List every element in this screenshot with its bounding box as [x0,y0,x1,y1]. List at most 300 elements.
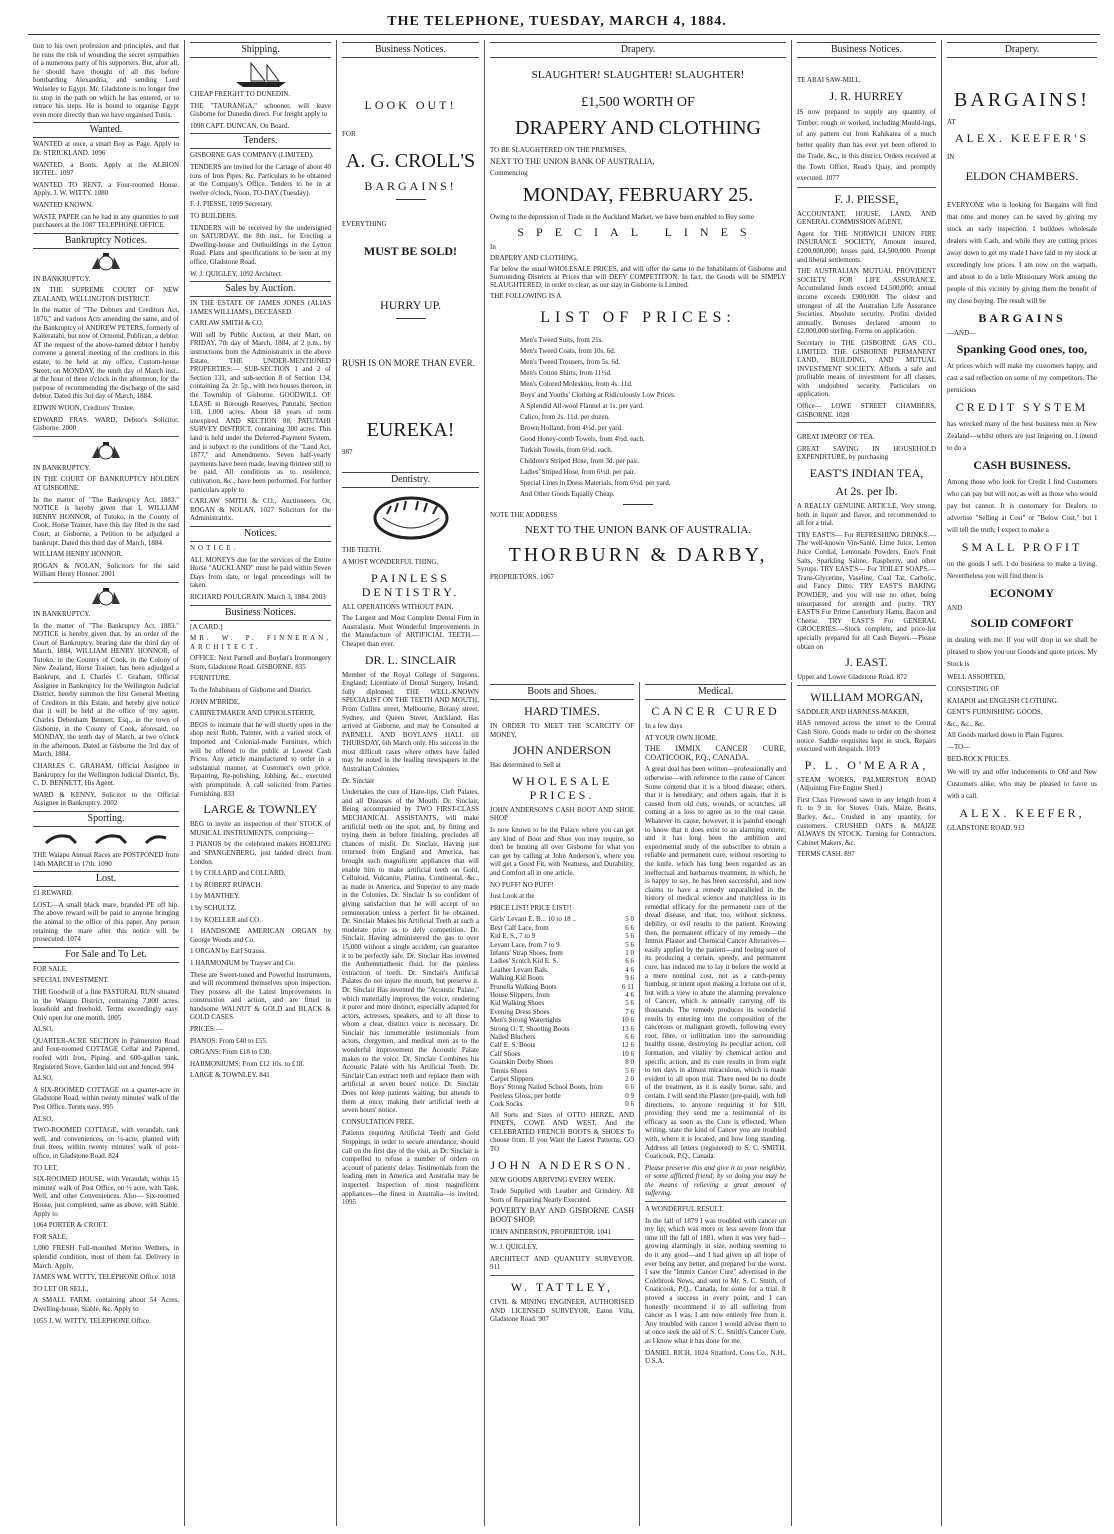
reward: £1 REWARD. [33,889,74,898]
keefer-body: in dealing with me. If you will drop in we shall be pleased to show you our Goods and quote prices. My Stock is [947,636,1097,669]
boot-price-row [490,1075,634,1083]
section-auction: Sales by Auction. [190,281,331,297]
section-wanted: Wanted. [33,122,179,138]
price-list-item: Ladies' Striped Hose, from 6½d. per pair. [520,468,636,476]
boot-item: Nailed Bluchers [490,1033,536,1041]
croll-name: A. G. CROLL'S [345,149,476,172]
divider [396,199,426,200]
agent-name: 1064 PORTER & CROFT. [33,1221,108,1230]
price-list-item: Boys' and Youths' Clothing at Ridiculously Low Prices. [520,391,676,399]
boot-price-table [490,915,634,1108]
drapery-line: Far below the usual WHOLESALE PRICES, and will offer the same to the Inhabitants of Gisborne and Surrounding Districts at Prices that will DEFY COMPETITION. In fact, the Goods will be SIMPLY SLAUGHTERED, in order to clear, as our stay in Gisborne is Limited. [490,265,786,289]
keefer-line: —AND— [947,329,977,338]
price-list-item: Calico, from 2s. 11d. per dozen. [520,413,610,421]
price-list-item: A Splendid All-wool Flannel at 1s. per yard. [520,402,644,410]
keefer-line: &c., &c., &c. [947,719,985,728]
boot-item: Levant Lace, from 7 to 9 [490,940,560,949]
notice-heading: NOTICE. [190,543,239,552]
boot-item: Infants' Strap Shoes, from [490,948,563,957]
boot-price: 13 6 [621,1024,634,1033]
price-list-item: And Other Goods Equally Cheap. [520,490,615,498]
sale-ad: QUARTER-ACRE SECTION in Palmerston Road and Four-roomed COTTAGE Cellar and Papered, roofed with Iron, Piping, and 600-gallon tank, Registered Stove. Garden laid out and fenced. 994 [33,1036,179,1071]
signature: F. J. PIESSE, 1099 Secretary. [190,200,273,209]
boot-price: 6 6 [625,1033,634,1041]
boot-item: Boys' Strong Nailed School Boots, from [490,1083,603,1092]
section-tenders: Tenders. [190,133,331,149]
boots-line: NEW GOODS ARRIVING EVERY WEEK. [490,1175,616,1184]
column-2 [185,40,337,1526]
boot-price-row [490,924,634,932]
tender-heading: GISBORNE GAS COMPANY (LIMITED). [190,151,314,160]
signature: EDWIN WOON, Creditors' Trustee. [33,404,135,412]
clothing-line: KAIAPOI and ENGLISH CLOTHING. [947,696,1059,705]
instrument-prices [190,1037,331,1069]
boot-price: 9 6 [625,974,634,983]
divider [797,187,936,188]
boot-item: Calf Shoes [490,1049,521,1058]
solicitor: WARD & KENNY, Solicitor to the Official Assignee in Bankruptcy. 2002 [33,790,179,808]
dentist-name: Dr. Sinclair [342,776,375,785]
divider [490,1275,634,1276]
court-name: IN THE SUPREME COURT OF NEW ZEALAND, WELLINGTON DISTRICT. [33,286,179,303]
court-name: IN THE COURT OF BANKRUPTCY HOLDEN AT GISBORNE. [33,475,179,492]
keefer-line: —TO— [947,742,971,751]
instrument-item: 3 PIANOS by the celebrated makers HOELING and SPANGENBERG, just landed direct from London. [190,840,331,866]
auction-body: Will sell by Public Auction, at their Mart, on FRIDAY, 7th day of March, 1884, at 2 p.m., by instructions from the Administratrix in the above Estate, THE UNDER-MENTIONED PROPERTIES:— SUB-SECTION 1 and 2 of Section 131, and sub-section 8 of Section 134, containing 2a. 2r. 5p., with two houses thereon, in the Township of Gisborne. GOODWILL OF LEASE in Borough Reserves, Patutahi, Section 118, 1,000 acres. About 18 years of term unexpired. AND SECTION 88, PATUTAHI SURVEY DISTRICT, containing 300 acres. This land is held under the Deferred-Payment System, and is subject to the conditions of the "Land Act, 1877," and Amendments. Seven half-yearly payments have been made, leaving thirteen still to be paid. All conditions as to residence, cultivation, &c., have been performed. For further particulars apply to [190,330,331,494]
price-list-item: Men's Cotton Shirts, from 11½d. [520,369,612,377]
economy: ECONOMY [990,585,1054,600]
keefer-line: AT [947,118,956,126]
section-drapery: Drapery. [490,42,786,58]
boot-price: 0 9 [625,1091,634,1100]
price-list-item: Good Honey-comb Towels, from 4½d. each. [520,435,645,443]
drapery-wide-ad [485,40,792,680]
sawmill-body: IS now prepared to supply any quantity of Timber, rough or worked, including Mould-ings, of any pattern cut from Kahikatea of a much better quality than has ever yet been offered to the Trade, &c., in this district. Orders received at the Town Office, Read's Quay, and promptly executed. 1077 [797,107,936,182]
drapery-line: Commencing [490,169,528,177]
no-puff: NO PUFF! NO PUFF! [490,880,554,889]
boot-price: 5 6 [625,1066,634,1075]
dental-body: Undertakes the cure of Hare-lips, Cleft Palates, and all Diseases of the Mouth. Dr. Sinclair, Being accompanied by TWO FIRST-CLASS MECHANICAL ASSISTANTS, will make artificial teeth on the spot, and, by fitting and trying them in before finishing, precludes all chances of misfit. Dr. Sinclair, Having just returned from England and America, has brought such magnificent appliances that will enable him to make artificial teeth on Gold, Celluloid, Vulcanite, Platina, Continental, &c., as made in America, and Superior to any made in the Colonies. Dr. Sinclair Is so confident of giving satisfaction that he will accept of no remuneration unless a perfect fit be obtained. Dr. Sinclair Makes his Artificial Teeth at such a moderate price as to defy competition. Dr. Sinclair, Having administered the gas to over 15,000 without a single accident, can guarantee it to be perfectly safe. Dr. Sinclair Has invented the Anthemmathenic fluid, for the painless extraction of teeth. Dr. Sinclair's Artificial Palates do not injure the mouth, but preserve it. Dr. Sinclair Has invented the "Acoustic Palate," which materially improves the voice, rendering it purer and more distinct, especially adapted for actors, actresses, speakers, and to all those to whom a clear, distinct voice is necessary. Dr. Sinclair has innumerable testimonials from actors, clergymen, and medical men as to the wonderful improvement the Acoustic Palate makes to the voice. Dr. Sinclair Combines his Acoustic Palate with his Artificial Teeth. Dr. Sinclair Can extract teeth and replace them with artificial at seven hours' notice. Dr. Sinclair Does not keep patients waiting, but attends to them at once, making their artificial teeth at seven hours' notice. [342,788,479,1115]
boot-price-row [490,957,634,965]
list-of-prices: LIST OF PRICES: [540,309,736,326]
prices-heading: PRICES:— [190,1025,223,1034]
price-list-heading: PRICE LIST! PRICE LIST!! [490,903,572,912]
keefer-body: We will try and offer inducements to Old and New Customers alike, who may be pleased to favor us with a call. [947,768,1097,801]
keefer-address: GLADSTONE ROAD. 913 [947,824,1025,833]
ad-number: 987 [342,447,353,456]
sawmill-name: TE ARAI SAW-MILL. [797,76,862,84]
wanted-ad: WASTE PAPER can be had in any quantities to suit purchasers at the 1087 TELEPHONE OFFICE. [33,212,179,230]
tattley-trade: CIVIL & MINING ENGINEER, AUTHORISED AND LICENSED SURVEYOR, Eaton Villa, Gladstone Road. 907 [490,1297,634,1324]
insurance-body: THE AUSTRALIAN MUTUAL PROVIDENT SOCIETY FOR LIFE ASSURANCE, Accumulated funds exceed £4,500,000; annual income exceeds £900,000. The oldest and strongest of all the Australian Life Assurance Societies. Absolute security. Profits divided annually. Bonuses declared amount to £2,000,000 sterling. Forms on application. [797,267,936,336]
instrument-item: 1 ORGAN by Earl Strauss. [190,947,267,956]
monday-date: MONDAY, FEBRUARY 25. [522,184,754,206]
boot-item: Best Calf Lace, from [490,923,549,932]
for-sale-heading: FOR SALE, [33,1232,68,1241]
music-ad: These are Sweet-toned and Powerful Instruments, and will recommend themselves upon inspection. They possess all the Latest Improvements in construction and action, and are fitted in handsome WALNUT & GOLD and BLACK & GOLD CASES. [190,970,331,1022]
bankruptcy-body: In the matter of "The Bankruptcy Act, 1883." NOTICE is hereby given that I, WILLIAM HENRY HONNOR, of Tutoko, in the County of Cook, Horse Trainer, have this day filed in the said Court, at Gisborne, a Petition to be adjudged a bankrupt. Dated this third day of March, 1884. [33,495,179,547]
boot-item: House Slippers, from [490,990,550,999]
boot-item: Tennis Shoes [490,1066,528,1075]
section-sporting: Sporting. [33,811,179,827]
races-notice: THE Waiapu Annual Races are POSTPONED from 14th MARCH to 17th. 1090 [33,850,179,868]
bankruptcy-title: IN BANKRUPTCY. [33,274,91,283]
quigley-name: W. J. QUIGLEY, [490,1243,538,1252]
boot-price: 0 6 [625,1100,634,1109]
quigley-trade: ARCHITECT AND QUANTITY SURVEYOR. 911 [490,1254,634,1272]
price-list-item: Children's Striped Hose, from 3d. per pair. [520,457,639,465]
hurry-up: HURRY UP. [380,298,441,313]
lost-ad: LOST,—A small black mare, branded PE off hip. The above reward will be paid to anyone bringing the animal to the office of this paper. Any person retaining the mare after this notice will be prosecuted. 1074 [33,900,179,944]
sailing-ship-icon [231,60,291,88]
price-list-item: Special Lines in Dress Materials, from 6½d. per yard. [520,479,671,487]
boot-item: Goatskin Derby Shoes [490,1058,553,1067]
boot-price-row [490,1067,634,1075]
keefer-body: Among those who look for Credit I find Customers who can pay but will not, as well as those who would pay but cannot. It is customary for Dealers to advertise "Selling at Cost" or "Below Cost," but I will tell the truth; I expect to make a [947,477,1097,534]
instrument-item: 1 by MANTHEY. [190,892,240,901]
instrument-item: 1 by KOELLER and CO. [190,915,261,924]
proprietor: JOHN ANDERSON, PROPRIETOR. 1041 [490,1227,612,1236]
boot-price-row [490,983,634,991]
boot-price: 10 6 [621,1049,634,1058]
piesse-name: F. J. PIESSE, [834,191,899,206]
boots-line: Has determined to Sell at [490,761,561,770]
amount-line: £1,500 WORTH OF [581,95,695,110]
furniture-ad: BEGS to intimate that he will shortly open in the shop next Robb, Painter, with a varied stock of Imported and Colonial-made Furniture, which will be offered to the public at Lowest Cash Prices. Any article manufactured to order in a substantial manner, at Customer's own price. Repairing, Re-polishing, Jobbing, &c., executed with promptitude. A call solicited from Parties Furnishing. 833 [190,720,331,798]
keefer-line: CONSISTING OF [947,684,1000,693]
keefer-line: AND [947,603,963,612]
tender-ad: TENDERS are invited for the Cartage of about 40 tons of Iron Pipes, &c. Particulars to be obtained at the Company's Office. Tenders to be in at twelve o'clock, Noon, TO-DAY (Tuesday). [190,162,331,197]
boot-item: Strong O. T. Shooting Boots [490,1024,570,1033]
to-let-ad: SIX-ROOMED HOUSE, with Verandah, within 15 minutes' walk of Post Office, on ½ acre, with Tank, Well, and other Conveniences. Also— Six-roomed House, just completed, same as above, with Stable. Apply to [33,1175,179,1218]
furnishing-line: GENT'S FURNISHING GOODS, [947,708,1043,717]
divider [623,504,653,505]
boot-price-row [490,1041,634,1049]
boots-body: Trade Supplied with Leather and Grindery. All Sorts of Repairing Neatly Executed. [490,1187,634,1204]
boot-price: 5 6 [625,932,634,941]
dentist-name: DR. L. SINCLAIR [364,652,457,667]
everything: EVERYTHING [342,219,387,228]
bargains-heading: BARGAINS! [954,89,1090,111]
notice-body: ALL MONEYS due for the services of the Entire Horse "AUCKLAND" must be paid within Seven Days from date, or legal proceedings will be taken. [190,555,331,590]
divider [797,422,936,423]
shop-name: POVERTY BAY AND GISBORNE CASH BOOT SHOP. [490,1206,634,1224]
bankruptcy-body: In the matter of "The Debtors and Creditors Act, 1876," and various Acts amending the same, and of the Bankruptcy of ANDREW PETERS, formerly of Kaiteratahi, but now of Ormond, Publican, a debtor. AT the request of the above-named debtor I hereby convene a general meeting of the creditors in this estate, to be held at my office, Custom-house Street, on MONDAY, the tenth day of March inst., at the hour of three o'clock in the afternoon, for the purpose of recommending the discharge of the said debtor. Dated this 3rd day of March, 1884. [33,306,179,401]
instrument-item: 1 HARMONIUM by Trayser and Co. [190,958,296,967]
sale-ad: TWO-ROOMED COTTAGE, with verandah, tank well, and conveniences, on ¼-acre, planted with fruit trees, within twenty minutes' walk of post-office, in Gladstone Road. 824 [33,1126,179,1160]
boot-item: Carpet Slippers [490,1075,534,1084]
try-easts-list: TRY EAST'S— For REFRESHING DRINKS.—The well-known Vin-Santé, Lime Juice, Lemon Juice Cordial, Lemonade Powders, Eno's Fruit Salts, Sparkling Saline, Raspberry, and other Syrups. TRY EAST'S— For TOILET SOAPS.—Trans-Glycerine, Vaseline, Coal Tar, Carbolic, and Fancy Ditto. TRY EAST'S BAKING POWDER, and you will use no other, being unsurpassed for strength and purity. TRY EAST'S For Prime Canterbury Hams, Bacon and Cheese. TRY EAST'S For GENERAL GROCERIES.—Stock complete, and price-list specially prepared for all Cash Buyers.—Please obtain on [797,530,936,651]
tea-body: GREAT SAVING IN HOUSEHOLD EXPENDITURE, by purchasing [797,444,936,462]
boot-price: 4 6 [625,990,634,999]
small-profit: SMALL PROFIT [961,539,1083,554]
hard-times: HARD TIMES. [524,704,600,718]
royal-arms-crest-icon [86,251,126,273]
drapery-line: Owing to the depression of Trade in the Auckland Market, we have been enabled to Buy some [490,213,754,221]
instrument-item: 1 by ROBERT RUPACH. [190,880,263,889]
solid-comfort: SOLID COMFORT [970,616,1074,631]
racing-horses-icon [36,829,176,849]
signature: CARLAW SMITH & CO., Auctioneers. Or, ROGAN & NOLAN, 1027 Solicitors for the Administratrix. [190,497,331,523]
music-ad: BEG to invite an inspection of their STOCK of MUSICAL INSTRUMENTS, comprising— [190,820,331,837]
column-7 [942,40,1102,1526]
royal-arms-crest-icon [86,440,126,462]
signature: WILLIAM HENRY HONNOR. [33,550,123,559]
solicitor: ROGAN & NOLAN, Solicitors for the said William Henry Honnor. 2001 [33,561,179,579]
boot-item: Kid E. S., 7 to 9 [490,932,536,941]
cabinetmaker-name: JOHN M'BRIDE, [190,697,240,706]
boots-line: Just Look at the [490,892,535,901]
eureka: EUREKA! [366,418,455,441]
medical-line: AT YOUR OWN HOME. [645,733,718,742]
section-dentistry: Dentistry. [342,472,479,488]
morgan-name: WILLIAM MORGAN, [810,689,923,704]
instrument-price: PIANOS: From £40 to £55. [190,1036,268,1045]
wanted-ad: WANTED at once, a smart Boy as Page. Apply to Dr. STRICKLAND. 1096 [33,140,179,157]
divider [645,1201,786,1202]
signature: 1098 CAPT. DUNCAN, On Board. [190,121,290,130]
divider [396,318,426,319]
drapery-line: NOTE THE ADDRESS [490,511,558,519]
boot-item: Prunella Walking Boots [490,982,557,991]
thorburn-darby: THORBURN & DARBY, [508,544,768,566]
section-bankruptcy: Bankruptcy Notices. [33,233,179,249]
wholesale-prices: WHOLESALE PRICES. [511,773,613,802]
well-assorted: WELL ASSORTED, [947,673,1006,682]
boot-price-row [490,1008,634,1016]
boot-price: 10 6 [621,1016,634,1025]
hurrey-name: J. R. HURREY [829,88,904,103]
instrument-item: 1 by SCHULTZ. [190,903,237,912]
signature: CHARLES C. GRAHAM, Official Assignee in Bankruptcy for the Wellington Judicial District, By, C. D. BENNETT, His Agent. [33,762,179,788]
price-list-item: Men's Tweed Coats, from 10s. 6d. [520,347,616,355]
false-teeth-icon [371,492,451,542]
section-notices: Notices. [190,526,331,542]
drapery-line: NEXT TO THE UNION BANK OF AUSTRALIA, [490,157,655,166]
cabinetmaker-trade: CABINETMAKER AND UPHOLSTERER, [190,709,316,718]
morgan-body: HAS removed across the street to the Central Cash Store. Goods made to order on the shortest notice. Saddle requisites kept in stock. Repairs executed with despatch. 1019 [797,719,936,754]
architect-name: MR. W. P. FINNERAN, ARCHITECT. [190,634,331,651]
slaughter-banner: SLAUGHTER! SLAUGHTER! SLAUGHTER! [531,69,745,81]
section-shipping: Shipping. [190,42,331,58]
proprietors: PROPRIETORS. 1067 [490,573,555,581]
column-1 [28,40,185,1526]
card-label: [A CARD.] [190,622,223,631]
spanking-good: Spanking Good ones, too, [956,341,1088,356]
royal-arms-crest-icon [86,586,126,608]
article-continuation: tion to his own profession and principles, and that he runs the risk of wounding the secret sympathies of a numerous party of his supporters. But, after all, he should have thought of all this before bombarding Alexandria, and sending Lord Wolseley to Egypt. Mr. Gladstone is no longer free to stop in the path on which he has entered, or to retrace his steps. He is bound to organise Egypt even more directly than we have organised Tunis. [33,42,179,119]
keefer-line: IN [947,152,955,161]
office-address: Office— LOWE STREET CHAMBERS, GISBORNE. 1028 [797,402,936,419]
divider [33,436,179,437]
also-label: ALSO, [33,1025,54,1034]
section-medical: Medical. [645,684,786,700]
also-label: ALSO, [33,1074,54,1083]
price-list [490,336,786,498]
section-boots: Boots and Shoes. [490,684,634,700]
shipping-ad: THE "TAURANGA," schooner, will leave Gisborne for Dunedin direct. For freight apply to [190,101,331,119]
dental-body: Patients requiring Artificial Teeth and Gold Stoppings, in order to secure attendance, should call on the first day of the visit, as Dr. Sinclair is compelled to refuse a number of orders on account of patients' delay. Testimonials from the leading men in America and Australia may be inspected. Inspection of most magnificent appliances—the finest in Australia—is invited. 1095 [342,1129,479,1207]
drapery-address: NEXT TO THE UNION BANK OF AUSTRALIA. [524,524,752,536]
boot-price-row [490,1083,634,1091]
boot-price: 5 6 [625,999,634,1008]
boot-price: 2 0 [625,1075,634,1084]
boot-item: Walking Kid Boots [490,974,544,983]
piesse-trade: ACCOUNTANT, HOUSE, LAND, AND GENERAL COMMISSION AGENT, [797,209,936,227]
drapery-line: TO BE SLAUGHTERED ON THE PREMISES, [490,146,627,154]
medical-body: A great deal has been written—professionally and otherwise—with reference to the cause of Cancer. Some contend that it is a blood disease; others, that it is hereditary; and others again, that it is caused from old cuts, wounds, or scratches, all coming at a loss to agree as to the real cause. Whatever its cause, however, it is painful enough to know that it does exist to an alarming extent; and it has long been the ambition and experimental study of the subscriber to obtain a reliable and permanent cure, without resorting to the knife, which has long been regarded as an ineffectual and barbarous treatment, in which, he is happy to say, he has been successful, and now claims to have a remedy unparalleled in the history of medical science and matchless in its remedial efficacy for the permanent cure of the dread disease, and that, too, without sickness, debility, or evil results to the patient. Knowing then, the permanent efficacy of my remedy—the Immix Plaster and Chemical Cancer Alteratives—easily applied by the patient—and feeling sure of its producing a certain, speedy, and permanent cure, has induced me to lay it before the world at a mere nominal cost, not as a catch-penny humbug, or intent upon making a fortune out of it, but with a view to abate the alarming prevalence of Cancer, which is annually carrying off its thousands. The remedy produces its wonderful results by entering into the composition of the cancerous or malignant growth, following every root, fibre, or infiltration into the surrounding healthy tissue, destroying its peculiar action, cell formation, and vitality by chemical action and specific action, and its cure results in from eight to ten days in almost miraculous, which is made evident to all upon trial. There need be no doubt of the treatment, as it is easily borne, safe, and certain. I will send the Plaster (pre-paid), with full directions, to anyone requiring it for $10, providing they send me a testimonial of its efficacy as soon as the Cure is effected. When writing, state the kind of Cancer you are troubled with, where it is located, and how long standing. Address all letters (registered) to S. C. SMITH, Coaticook, P.Q., Canada. [645,765,786,1161]
drapery-line: In [490,243,496,251]
keefer-name: ALEX. KEEFER'S [954,130,1090,145]
credit-system: CREDIT SYSTEM [955,399,1089,414]
boot-price: 5 6 [625,940,634,949]
consultation-free: CONSULTATION FREE. [342,1117,415,1126]
special-lines: SPECIAL LINES [517,225,759,239]
sale-ad: 1,000 FRESH Full-mouthed Merino Wethers, in splendid condition, most of them fat. Delivery in March. Apply, [33,1244,179,1270]
rush-line: RUSH IS ON MORE THAN EVER. [342,358,475,369]
tender-heading: TO BUILDERS. [190,211,237,220]
office-address: OFFICE: Next Parnell and Boylan's Ironmongery Store, Gladstone Road. GISBORNE. 835 [190,654,331,671]
price-list-item: Turkish Towels, from 6½d. each. [520,446,613,454]
sale-ad: THE Goodwill of a fine PASTORAL RUN situated in the Waiapu District, containing 7,800 acres, leasehold and freehold. Terms exceedingly easy. Only open for one month. 1005 [33,987,179,1022]
dental-heading: THE TEETH. [342,546,382,555]
instrument-price: HARMONIUMS: From £12 10s. to £18. [190,1059,305,1068]
divider [490,1239,634,1240]
easts-indian-tea: EAST'S INDIAN TEA, [809,466,924,481]
boot-price: 5 0 [625,915,634,924]
boot-item: Men's Strong Watertights [490,1016,561,1025]
for-label: FOR [342,130,356,138]
price-list-item: Brown Holland, from 4½d. per yard. [520,424,623,432]
boot-price: 8 0 [625,1058,634,1067]
column-6 [792,40,942,1526]
tattley-name: W. TATTLEY, [510,1279,614,1294]
section-business-notices: Business Notices. [342,42,479,58]
boots-body: All Sorts and Sizes of OTTO HERZE, AND PINETS, COWE AND WEST, And the CELEBRATED FRENCH BOOTS & SHOES To choose from. If you Want the Latest Patterns, GO TO [490,1110,634,1154]
omeara-address: STEAM WORKS, PALMERSTON ROAD (Adjoining Fire Engine Shed.) [797,775,936,793]
instrument-price: ORGANS: From £18 to £30. [190,1048,272,1057]
wanted-ad: WANTED TO RENT, a Four-roomed House. Apply, J. W. WITTY. 1080 [33,180,179,198]
dental-body: The Largest and Most Complete Dental Firm in Australasia. Most Wonderful Improvements in the Manufacture of ARTIFICIAL TEETH.— Cheaper than ever. [342,614,479,648]
boot-item: Evening Dress Shoes [490,1007,550,1016]
cancer-cured: CANCER CURED [651,704,780,718]
tea-heading: GREAT IMPORT OF TEA. [797,433,875,442]
column-5 [640,682,792,1526]
instrument-list [190,840,331,967]
boot-price: 12 6 [621,1041,634,1050]
boot-price: 6 6 [625,957,634,966]
divider [797,685,936,686]
eldon-chambers: ELDON CHAMBERS. [965,169,1079,184]
drapery-line: DRAPERY AND CLOTHING, [490,254,578,262]
dental-tagline: ALL OPERATIONS WITHOUT PAIN. [342,602,454,611]
boot-price-row [490,949,634,957]
section-drapery: Drapery. [947,42,1097,58]
boot-price: 6 6 [625,1083,634,1092]
section-business-notices: Business Notices. [190,605,331,621]
solicitor: EDWARD FRAS. WARD, Debtor's Solicitor, Gisborne. 2000 [33,415,179,433]
boot-price-row [490,1092,634,1100]
boot-price-row [490,1025,634,1033]
keefer-body: EVERYONE who is looking for Bargains will find that time and money can be saved by giving my stock an early inspection. I buildoes wholesale dealers with Cash, and while they are cutting prices away down to get my trade I have laid in my stock at exceedingly low prices. I am now on the warpath, and about to do a little Missionary Work among the people of this vicinity by giving them the benefit of my close buying. The result will be [947,201,1097,306]
testimonial-signature: DANIEL RICH, 1024 Stratford, Coos Co., N.H., U.S.A. [645,1348,786,1366]
boot-price-row [490,1058,634,1066]
boots-line: JOHN ANDERSON'S CASH BOOT AND SHOE SHOP [490,805,634,823]
wanted-known: WANTED KNOWN. [33,200,93,209]
boot-price: 4 6 [625,965,634,974]
wonderful-result: A WONDERFUL RESULT. [645,1205,724,1214]
boot-price-row [490,1050,634,1058]
cash-business: CASH BUSINESS. [973,457,1071,472]
tea-body: A REALLY GENUINE ARTICLE, Very strong, both in liquor and flavor, and recommended to all for a trial. [797,502,936,528]
boot-item: Cork Socks [490,1100,523,1109]
also-label: ALSO, [33,1114,54,1123]
to-let-heading: TO LET OR SELL, [33,1284,89,1293]
to-let-heading: TO LET, [33,1163,59,1172]
price-list-item: Men's Colored Moleskins, from 4s. 11d. [520,380,633,388]
masthead: THE TELEPHONE, TUESDAY, MARCH 4, 1884. [387,14,727,29]
boot-item: Calf E. S. Boots [490,1041,536,1050]
insurance-body: Agent for THE NORWICH UNION FIRE INSURANCE SOCIETY, Amount insured, £200,000,000; losses paid, £4,500,000. Prompt and liberal settlements. [797,229,936,264]
boot-item: Kid Walking Shoes [490,999,545,1008]
boot-item: Leather Levant Bals. [490,965,549,974]
drapery-clothing: DRAPERY AND CLOTHING [515,117,761,139]
immix-cure: THE IMMIX CANCER CURE, COATICOOK, P.Q., CANADA. [645,744,786,762]
column-3 [337,40,485,1526]
signature: W. J. QUIGLEY, 1092 Architect. [190,269,283,278]
boot-price-row [490,974,634,982]
drapery-line: THE FOLLOWING IS A [490,292,562,300]
dental-subheading: A MOST WONDERFUL THING. [342,557,439,566]
boot-price-row [490,999,634,1007]
plain-figures: All Goods marked down in Plain Figures. [947,731,1064,740]
section-for-sale: For Sale and To Let. [33,947,179,963]
tender-ad: TENDERS will be received by the undersigned on SATURDAY, the 8th inst., for Erecting a Dwelling-house and Outbuildings in the Lytton Road. Plans and specifications to be seen at my office, Gladstone Road. [190,223,331,266]
for-sale-heading: FOR SALE. [33,964,68,973]
keefer-body: At prices which will make my customers happy, and cast a sad reflection on some of my competitors. The pernicious [947,361,1097,394]
special-investment: SPECIAL INVESTMENT. [33,976,109,985]
shipping-heading: CHEAP FREIGHT TO DUNEDIN. [190,90,291,98]
dental-body: Member of the Royal College of Surgeons, England; Licentiate of Dental Surgery, Ireland; fully diplomed; THE WELL-KNOWN SPECIALIST ON THE TEETH AND MOUTH, From Collins street, Melbourne, Botany street, Sydney, and Queen Street, Auckland. Has arrived at Gisborne, and may be Consulted at PARNELL AND BOYLAN'S HALL till THURSDAY, 6th March only. His success in the most difficult cases where others have failed may be noted in the leading newspapers in the Australian Colonies. [342,670,479,774]
boot-price: 6 6 [625,923,634,932]
instrument-item: 1 by COLLARD and COLLARD. [190,869,286,878]
section-business-notices: Business Notices. [797,42,936,58]
boot-item: Ladies' Scotch Kid E. S. [490,957,559,966]
auctioneer-name: CARLAW SMITH & CO. [190,319,264,328]
boot-price-row [490,991,634,999]
testimonial: In the fall of 1879 I was troubled with cancer on my lip, which was more or less severe from that time till the fall of 1881, when it was very bad—growing alarmingly in size, nothing seeming to do it any good—and I had given up all hope of ever being any better, and prepared for the worst. I saw the "Immix Cancer Cure" advertised in the Colebrook News, and sent to Mr. S. C. Smith, of Coaticook, P.Q., Canada, for some for a trial. It proved a success in every point, and I can honestly recommend it to all suffering from cancer as I was. I am now entirely free from it. Any troubled with cancer I would advise them to at once seek the aid of S. C. Smith's Cancer Cure, as I know what it has done for me. [645,1216,786,1345]
john-anderson: JOHN ANDERSON. [490,1157,634,1172]
omeara-body: First Class Firewood sawn in any length from 4 ft. to 9 in. for Stoves. Oats, Maize, Beans, Barley, &c., Crushed in any quantity, for customers. CRUSHED OATS & MAIZE ALWAYS IN STOCK. Turning for Contractors, Cabinet Makers, &c. [797,795,936,847]
section-lost: Lost. [33,871,179,887]
look-out: LOOK OUT! [364,98,457,112]
boot-price: 6 11 [622,982,634,991]
price-list-item: Men's Tweed Trousers, from 5s. 6d. [520,358,621,366]
bed-rock-prices: BED-ROCK PRICES. [947,754,1011,763]
wanted-ad: WANTED, a Boots. Apply at the ALBION HOTEL. 1097 [33,160,179,178]
boot-price-row [490,1033,634,1041]
tea-price: At 2s. per lb. [835,484,898,499]
terms-cash: TERMS CASH. 897 [797,850,855,859]
boot-price-row [490,1100,634,1108]
boot-price-row [490,966,634,974]
painless-dentistry: PAINLESS DENTISTRY. [361,570,460,599]
to-let-ad: A SMALL FARM, containing about 54 Acres, Dwelling-house, Stable, &c. Apply to [33,1296,179,1313]
medical-line: In a few days [645,722,683,730]
medical-note: Please preserve this and give it to your neighbor, or some afflicted friend; by so doing you may be the means of relieving a great amount of suffering. [645,1163,786,1198]
boot-price: 7 6 [625,1007,634,1016]
bargains: BARGAINS! [364,178,457,193]
